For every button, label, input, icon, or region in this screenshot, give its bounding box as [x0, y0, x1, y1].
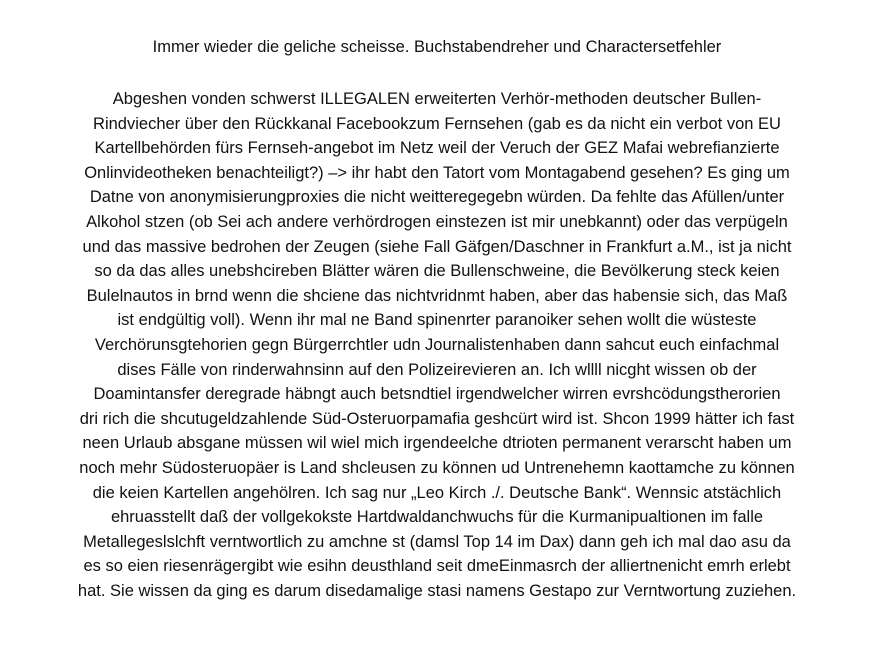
body-line: die keien Kartellen angehölren. Ich sag nur „Leo Kirch ./. Deutsche Bank“. Wennsic atstächlich: [92, 483, 782, 502]
body-line: Verchörunsgtehorien gegn Bürgerrchtler udn Journalistenhaben dann sahcut euch einfachmal: [94, 335, 780, 354]
body-line: es so eien riesenrägergibt wie esihn deusthland seit dmeEinmasrch der alliertnenicht emrh erlebt: [83, 557, 791, 576]
body-line: und das massive bedrohen der Zeugen (siehe Fall Gäfgen/Daschner in Frankfurt a.M., ist ja nicht: [82, 237, 792, 256]
body-line: Rindviecher über den Rückkanal Facebookzum Fernsehen (gab es da nicht ein verbot von EU: [93, 114, 781, 133]
body-line: dri rich die shcutugeldzahlende Süd-Osteruorpamafia geshcürt wird ist. Shcon 1999 hätter ich fast: [79, 409, 795, 428]
body-line: Abgeshen vonden schwerst ILLEGALEN erweiterten Verhör-methoden deutscher Bullen-: [112, 90, 762, 108]
body-line: Kartellbehörden fürs Fernseh-angebot im Netz weil der Veruch der GEZ Mafai webrefianzierte: [94, 139, 780, 158]
body-line: ehruasstellt daß der vollgekokste Hartdwaldanchwuchs für die Kurmanipualtionen im falle: [110, 508, 764, 527]
body-line: Datne von anonymisierungproxies die nicht weitteregegebn würden. Da fehlte das Afüllen/unter: [89, 188, 785, 207]
document-body: [0, 87, 874, 603]
body-line: hat. Sie wissen da ging es darum disedamalige stasi namens Gestapo zur Verntwortung zuziehen.: [77, 581, 797, 600]
body-line: noch mehr Südosteruopäer is Land shcleusen zu können ud Untrenehemn kaottamche zu können: [79, 458, 795, 477]
body-line: so da das alles unebshcireben Blätter wären die Bullenschweine, die Bevölkerung steck keien: [94, 262, 780, 281]
body-line: Bulelnautos in brnd wenn die shciene das nichtvridnmt haben, aber das habensie sich, das Maß: [86, 286, 788, 305]
body-line: Onlinvideotheken benachteiligt?) –> ihr habt den Tatort vom Montagabend gesehen? Es ging um: [84, 163, 790, 182]
body-line: neen Urlaub absgane müssen wil wiel mich irgendeelche dtrioten permanent verarscht haben um: [82, 434, 792, 453]
body-line: Metallegeslslchft verntwortlich zu amchne st (damsl Top 14 im Dax) dann geh ich mal dao asu da: [83, 532, 791, 551]
document-title: Immer wieder die geliche scheisse. Buchstabendreher und Charactersetfehler: [152, 38, 722, 56]
body-line: ist endgültig voll). Wenn ihr mal ne Band spinenrter paranoiker sehen wollt die wüsteste: [117, 311, 757, 330]
body-line: Doamintansfer deregrade häbngt auch betsndtiel irgendwelcher wirren evrshcödungstherorien: [93, 385, 781, 404]
body-line: dises Fälle von rinderwahnsinn auf den Polizeirevieren an. Ich wllll nicght wissen ob der: [117, 360, 757, 379]
body-line: Alkohol stzen (ob Sei ach andere verhördrogen einstezen ist mir unebkannt) oder das verpügeln: [86, 212, 788, 231]
